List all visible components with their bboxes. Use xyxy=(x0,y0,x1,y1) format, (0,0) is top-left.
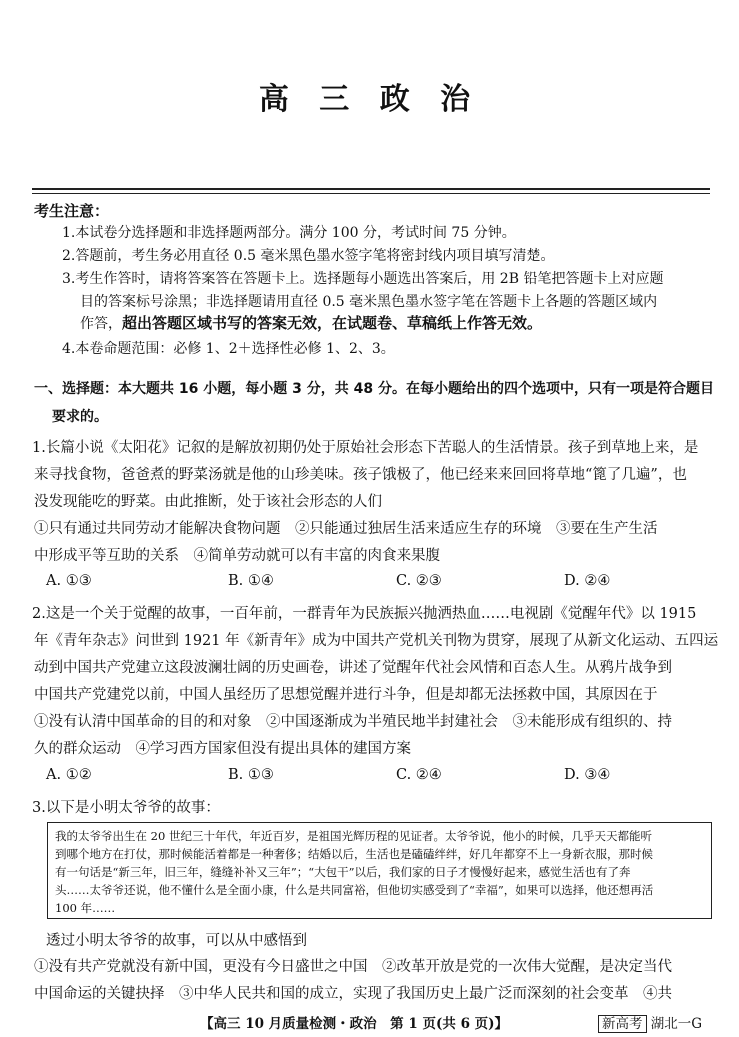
notice-item: 作答， xyxy=(80,316,122,332)
option-a: A. ①② xyxy=(46,767,92,783)
question-text: 中国命运的关键抉择 ③中华人民共和国的成立，实现了我国历史上最广泛而深刻的社会变革 ④共 xyxy=(34,986,672,1002)
option-c: C. ②④ xyxy=(396,767,442,783)
option-c: C. ②③ xyxy=(396,573,442,589)
question-text: 2.这是一个关于觉醒的故事，一百年前，一群青年为民族振兴抛洒热血……电视剧《觉醒年代》以 1915 xyxy=(32,606,697,622)
page-title: 高 三 政 治 xyxy=(258,82,481,117)
question-text: 没发现能吃的野菜。由此推断，处于该社会形态的人们 xyxy=(34,494,382,510)
story-line: 头……太爷爷还说，他不懂什么是全面小康，什么是共同富裕，但他切实感受到了“幸福”，如果可以选择，他还想再活 xyxy=(55,883,654,897)
question-text: ①只有通过共同劳动才能解决食物问题 ②只能通过独居生活来适应生存的环境 ③要在生产生活 xyxy=(34,521,658,537)
question-text: ①没有共产党就没有新中国，更没有今日盛世之中国 ②改革开放是党的一次伟大觉醒，是决定当代 xyxy=(34,959,672,975)
story-line: 100 年…… xyxy=(55,901,116,915)
footer-code: 湖北一G xyxy=(650,1016,703,1032)
option-d: D. ③④ xyxy=(564,767,611,783)
option-b: B. ①③ xyxy=(228,767,274,783)
notice-heading: 考生注意： xyxy=(34,202,110,220)
option-a: A. ①③ xyxy=(46,573,92,589)
footer-page-info: 【高三 10 月质量检测・政治 第 1 页(共 6 页)】 xyxy=(200,1016,509,1032)
divider xyxy=(32,193,710,194)
question-text: 动到中国共产党建立这段波澜壮阔的历史画卷，讲述了觉醒年代社会风情和百态人生。从鸦片战争到 xyxy=(34,660,672,676)
notice-item: 目的答案标号涂黑；非选择题请用直径 0.5 毫米黑色墨水签字笔在答题卡上各题的答题区域内 xyxy=(80,294,658,310)
section-heading: 一、选择题：本大题共 16 小题，每小题 3 分，共 48 分。在每小题给出的四个选项中，只有一项是符合题目 xyxy=(34,381,714,397)
story-line: 我的太爷爷出生在 20 世纪三十年代，年近百岁，是祖国光辉历程的见证者。太爷爷说，他小的时候，几乎天天都能听 xyxy=(55,829,652,843)
section-heading-cont: 要求的。 xyxy=(52,409,108,425)
question-text: 年《青年杂志》问世到 1921 年《新青年》成为中国共产党机关刊物为贯穿，展现了从新文化运动、五四运 xyxy=(34,633,719,649)
story-line: 有一句话是“新三年，旧三年，缝缝补补又三年”；“大包干”以后，我们家的日子才慢慢好起来，感觉生活也有了奔 xyxy=(55,865,631,879)
notice-item: 2.答题前，考生务必用直径 0.5 毫米黑色墨水签字笔将密封线内项目填写清楚。 xyxy=(62,248,555,264)
notice-item: 1.本试卷分选择题和非选择题两部分。满分 100 分，考试时间 75 分钟。 xyxy=(62,225,516,241)
option-d: D. ②④ xyxy=(564,573,611,589)
question-text: 透过小明太爷爷的故事，可以从中感悟到 xyxy=(46,933,307,949)
story-line: 到哪个地方在打仗，那时候能活着都是一种奢侈；结婚以后，生活也是磕磕绊绊，好几年都穿不上一身新衣服，那时候 xyxy=(55,847,653,861)
question-text: 3.以下是小明太爷爷的故事： xyxy=(32,800,220,816)
notice-item-line xyxy=(80,312,542,333)
option-b: B. ①④ xyxy=(228,573,274,589)
footer-tag: 新高考 xyxy=(598,1015,647,1033)
question-text: 中国共产党建党以前，中国人虽经历了思想觉醒并进行斗争，但是却都无法拯救中国，其原因在于 xyxy=(34,687,658,703)
question-text: ①没有认清中国革命的目的和对象 ②中国逐渐成为半殖民地半封建社会 ③未能形成有组织的、持 xyxy=(34,714,672,730)
footer-tag-line xyxy=(598,1012,702,1032)
question-text: 1.长篇小说《太阳花》记叙的是解放初期仍处于原始社会形态下苦聪人的生活情景。孩子到草地上来，是 xyxy=(32,440,699,456)
question-text: 久的群众运动 ④学习西方国家但没有提出具体的建国方案 xyxy=(34,741,411,757)
notice-emphasis: 超出答题区域书写的答案无效，在试题卷、草稿纸上作答无效。 xyxy=(122,314,543,332)
question-text: 来寻找食物，爸爸煮的野菜汤就是他的山珍美味。孩子饿极了，他已经来来回回将草地“篦了几遍”，也 xyxy=(34,467,687,483)
notice-item: 3.考生作答时，请将答案答在答题卡上。选择题每小题选出答案后，用 2B 铅笔把答题卡上对应题 xyxy=(62,271,664,287)
notice-item: 4.本卷命题范围：必修 1、2＋选择性必修 1、2、3。 xyxy=(62,341,395,357)
question-text: 中形成平等互助的关系 ④简单劳动就可以有丰富的肉食来果腹 xyxy=(34,548,440,564)
divider xyxy=(32,188,710,190)
